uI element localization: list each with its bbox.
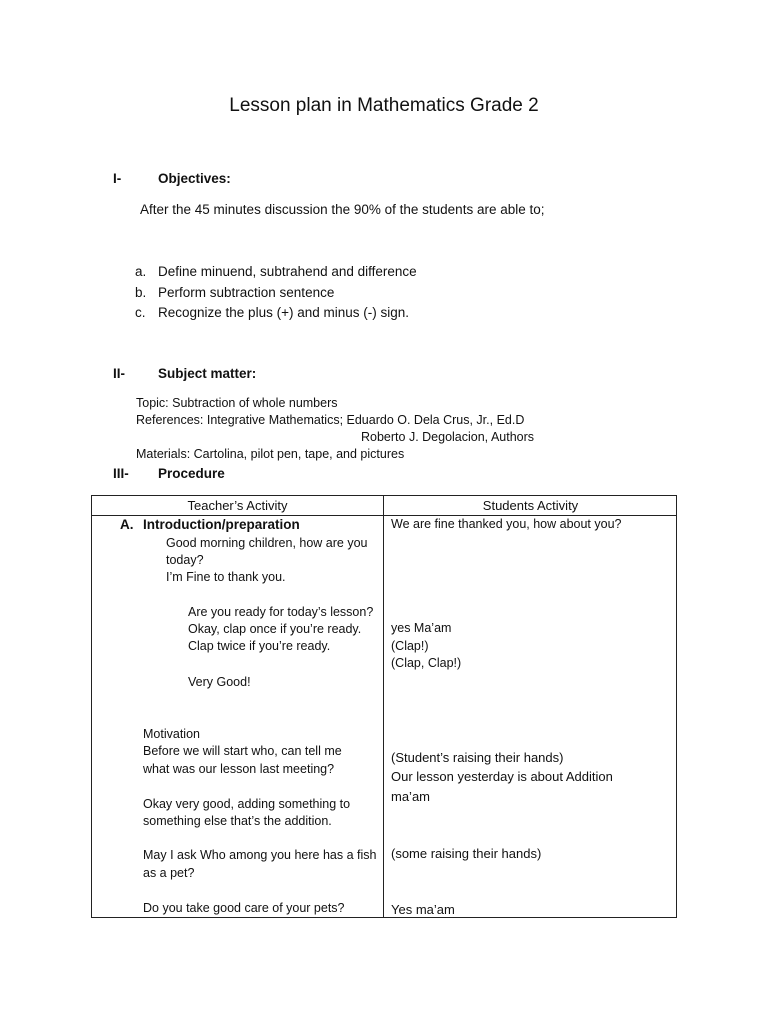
section-number-subject-matter: II- xyxy=(113,366,125,381)
section-heading-procedure: Procedure xyxy=(158,466,225,481)
teacher-line: Okay very good, adding something to xyxy=(143,797,351,811)
teacher-line: May I ask Who among you here has a fish xyxy=(143,848,377,862)
section-heading-subject-matter: Subject matter: xyxy=(158,366,257,381)
list-marker: a. xyxy=(135,264,147,279)
objectives-intro: After the 45 minutes discussion the 90% of the students are able to; xyxy=(140,202,545,217)
teacher-line: Very Good! xyxy=(188,675,251,689)
list-item-text: Define minuend, subtrahend and difference xyxy=(158,264,417,279)
student-line: yes Ma’am xyxy=(391,621,452,635)
teacher-line: Do you take good care of your pets? xyxy=(143,901,345,915)
document-title: Lesson plan in Mathematics Grade 2 xyxy=(229,95,539,116)
list-item-text: Perform subtraction sentence xyxy=(158,284,335,300)
subject-topic: Topic: Subtraction of whole numbers xyxy=(136,396,338,410)
student-line: We are fine thanked you, how about you? xyxy=(391,517,622,531)
column-header-students: Students Activity xyxy=(482,498,579,513)
teacher-line: Okay, clap once if you’re ready. xyxy=(188,622,362,636)
part-title: Introduction/preparation xyxy=(143,517,300,532)
teacher-line: Are you ready for today’s lesson? xyxy=(188,605,374,619)
teacher-line: Clap twice if you’re ready. xyxy=(188,639,331,653)
section-number-objectives: I- xyxy=(113,171,122,186)
teacher-line: as a pet? xyxy=(143,866,195,880)
section-number-procedure: III- xyxy=(113,466,129,481)
teacher-line: today? xyxy=(166,553,204,567)
subject-materials: Materials: Cartolina, pilot pen, tape, and pictures xyxy=(136,447,405,461)
list-marker: c. xyxy=(135,305,146,320)
subject-references: References: Integrative Mathematics; Eduardo O. Dela Crus, Jr., Ed.D xyxy=(136,413,525,427)
list-item xyxy=(135,303,417,324)
list-item-text: Recognize the plus (+) and minus (-) sign. xyxy=(158,305,409,320)
column-divider xyxy=(383,496,384,917)
part-marker: A. xyxy=(120,517,134,532)
list-marker: b. xyxy=(135,284,147,300)
column-header-teacher: Teacher’s Activity xyxy=(187,498,288,513)
teacher-line: something else that’s the addition. xyxy=(143,814,332,828)
student-line: Our lesson yesterday is about Addition xyxy=(391,769,613,784)
list-item xyxy=(135,283,417,304)
student-line: Yes ma’am xyxy=(391,902,455,917)
teacher-line: what was our lesson last meeting? xyxy=(143,762,335,776)
teacher-line: Before we will start who, can tell me xyxy=(143,744,342,758)
teacher-line: I’m Fine to thank you. xyxy=(166,570,286,584)
list-item xyxy=(135,262,417,283)
teacher-line: Good morning children, how are you xyxy=(166,536,368,550)
student-line: (some raising their hands) xyxy=(391,846,542,861)
teacher-line: Motivation xyxy=(143,727,200,741)
student-line: (Clap!) xyxy=(391,639,429,653)
procedure-table xyxy=(91,495,677,918)
student-line: ma’am xyxy=(391,789,431,804)
section-heading-objectives: Objectives: xyxy=(158,171,231,186)
student-line: (Student’s raising their hands) xyxy=(391,750,564,765)
objectives-list xyxy=(135,262,417,324)
student-line: (Clap, Clap!) xyxy=(391,656,462,670)
subject-authors: Roberto J. Degolacion, Authors xyxy=(361,430,535,444)
